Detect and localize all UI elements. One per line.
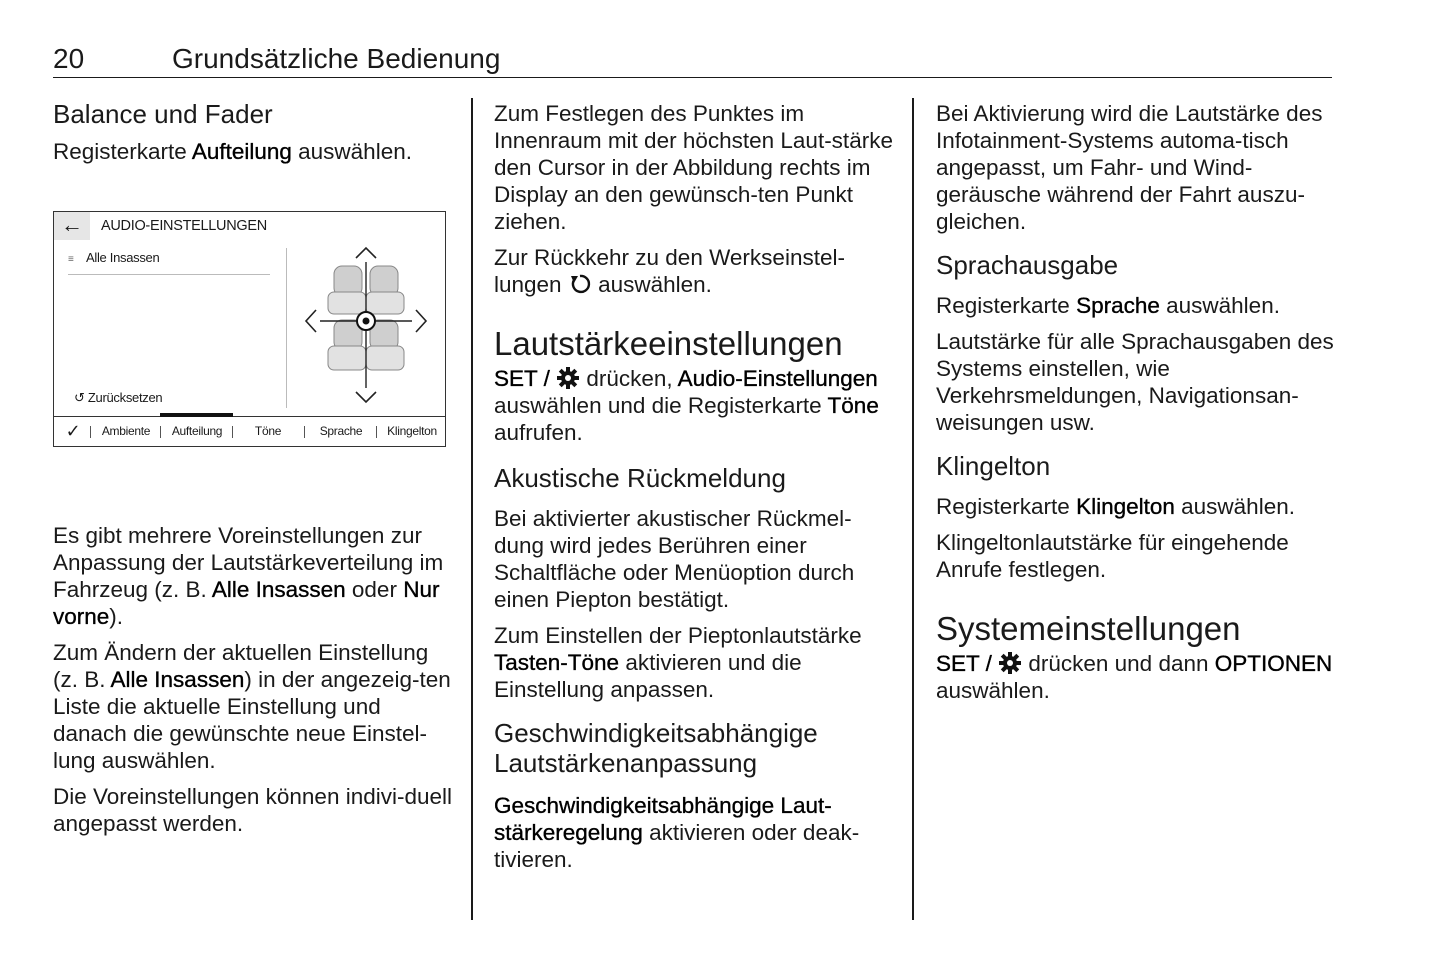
heading-geschwindigkeitsabhaengig: Geschwindigkeitsabhängige Lautstärkenanpassung bbox=[494, 718, 818, 778]
screen-title: AUDIO-EINSTELLUNGEN bbox=[101, 218, 267, 234]
paragraph-werkseinstellungen: Zur Rückkehr zu den Werkseinstel-lungen auswählen. bbox=[494, 245, 845, 297]
heading-lautstaerkeeinstellungen: Lautstärkeeinstellungen bbox=[494, 325, 843, 362]
list-icon: ≡ bbox=[68, 254, 74, 265]
tab-klingelton: Klingelton bbox=[387, 424, 437, 438]
tab-toene: Töne bbox=[254, 424, 282, 438]
paragraph-pieptonlautstaerke: Zum Einstellen der Pieptonlautstärke Tasten-Töne aktivieren und die Einstellung anpassen. bbox=[494, 623, 862, 702]
screen-list-item: ≡ Alle Insassen bbox=[68, 250, 270, 275]
tab-sprache: Sprache bbox=[319, 424, 363, 438]
gear-icon bbox=[998, 651, 1022, 675]
heading-klingelton: Klingelton bbox=[936, 451, 1051, 481]
column-1 bbox=[53, 98, 453, 846]
paragraph-sprachausgaben: Lautstärke für alle Sprachausgaben des Systems einstellen, wie Verkehrsmeldungen, Navigationsan-weisungen usw. bbox=[936, 329, 1334, 435]
paragraph-aendern: Zum Ändern der aktuellen Einstellung (z. B. Alle Insassen) in der angezeig-ten Liste die aktuelle Einstellung und danach die gewünschte neue Einstel-lung auswählen. bbox=[53, 640, 451, 773]
checkmark-icon: ✓ bbox=[65, 421, 81, 441]
paragraph-voreinstellungen: Es gibt mehrere Voreinstellungen zur Anpassung der Lautstärkeverteilung im Fahrzeug (z. B. Alle Insassen oder Nur vorne). bbox=[53, 523, 444, 629]
seat-balance-diagram bbox=[298, 242, 434, 412]
heading-sprachausgabe: Sprachausgabe bbox=[936, 250, 1119, 280]
chevron-down-icon bbox=[356, 392, 376, 402]
screen-topbar bbox=[54, 212, 445, 240]
tab-ambiente: Ambiente bbox=[101, 424, 151, 438]
screen-tab-bar bbox=[54, 416, 445, 446]
gear-icon bbox=[556, 366, 580, 390]
audio-settings-screenshot bbox=[53, 211, 446, 447]
chevron-left-icon bbox=[306, 310, 316, 332]
paragraph-aufteilung: Registerkarte Aufteilung auswählen. bbox=[53, 139, 412, 164]
chevron-right-icon bbox=[416, 310, 426, 332]
chevron-up-icon bbox=[356, 248, 376, 258]
heading-systemeinstellungen: Systemeinstellungen bbox=[936, 610, 1241, 647]
column-divider-1 bbox=[471, 98, 473, 920]
paragraph-set-optionen: SET / drücken und dann OPTIONEN auswählen. bbox=[936, 651, 1333, 703]
paragraph-cursor: Zum Festlegen des Punktes im Innenraum mit der höchsten Laut-stärke den Cursor in der Abbildung rechts im Display an den gewünsch-ten Punkt ziehen. bbox=[494, 101, 893, 234]
page-number: 20 bbox=[53, 43, 85, 74]
paragraph-piepton: Bei aktivierter akustischer Rückmel-dung wird jedes Berühren einer Schaltfläche oder Menüoption durch einen Piepton bestätigt. bbox=[494, 506, 855, 612]
paragraph-aktivierung: Bei Aktivierung wird die Lautstärke des Infotainment-Systems automa-tisch angepasst, um Fahr- und Wind-geräusche während der Fahrt auszu-gleichen. bbox=[936, 101, 1323, 234]
paragraph-klingelton-tab: Registerkarte Klingelton auswählen. bbox=[936, 494, 1295, 519]
back-arrow-icon: ← bbox=[54, 212, 90, 240]
reset-icon: ↺ bbox=[74, 390, 85, 405]
column-divider-2 bbox=[912, 98, 914, 920]
column-3 bbox=[936, 98, 1336, 713]
paragraph-individuell: Die Voreinstellungen können indivi-duell angepasst werden. bbox=[53, 784, 453, 836]
page-header bbox=[53, 42, 1332, 78]
paragraph-klingeltonlautstaerke: Klingeltonlautstärke für eingehende Anrufe festlegen. bbox=[936, 530, 1289, 582]
paragraph-set-audio: SET / drücken, Audio-Einstellungen auswählen und die Registerkarte Töne aufrufen. bbox=[494, 366, 879, 445]
screen-separator bbox=[286, 248, 287, 408]
column-2 bbox=[494, 98, 894, 882]
tab-aufteilung: Aufteilung bbox=[171, 424, 223, 438]
reset-icon bbox=[568, 272, 592, 296]
page-title: Grundsätzliche Bedienung bbox=[172, 43, 501, 74]
heading-balance-fader: Balance und Fader bbox=[53, 99, 273, 129]
heading-akustische-rueckmeldung: Akustische Rückmeldung bbox=[494, 463, 786, 493]
paragraph-sprache-tab: Registerkarte Sprache auswählen. bbox=[936, 293, 1280, 318]
screen-reset: ↺ Zurücksetzen bbox=[74, 390, 163, 405]
paragraph-geschwindigkeitsregelung: Geschwindigkeitsabhängige Laut-stärkeregelung aktivieren oder deak-tivieren. bbox=[494, 793, 860, 872]
active-tab-indicator bbox=[160, 413, 233, 417]
